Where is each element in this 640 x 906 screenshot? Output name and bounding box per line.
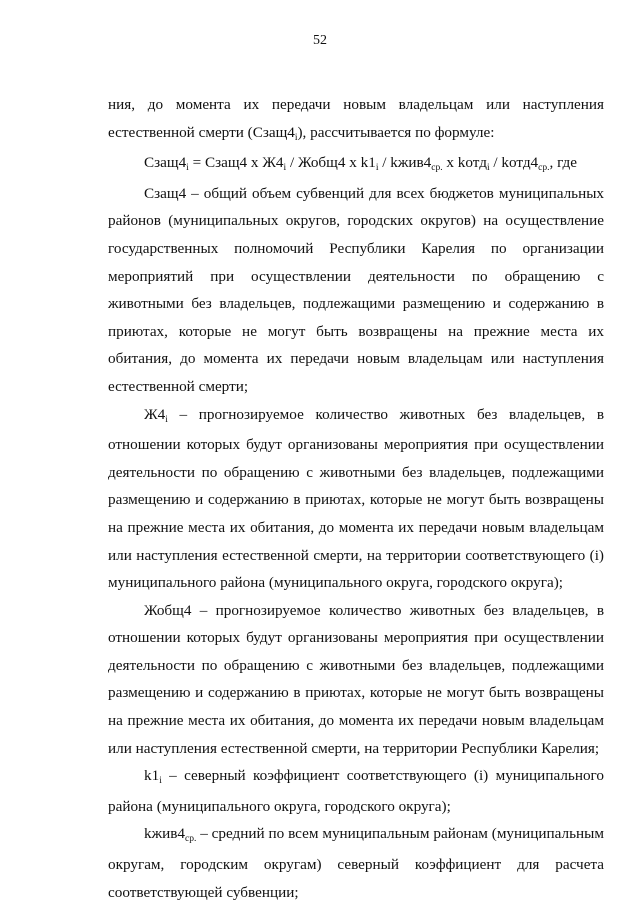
text-run: Ж4	[144, 405, 166, 423]
text-run: – средний по всем муниципальным районам (муниципальным округам, городским округам) северный коэффициент для расчета соответствующей субвенции;	[108, 825, 604, 901]
subscript: i	[486, 163, 490, 174]
subscript: i	[283, 163, 287, 174]
subscript: i	[159, 776, 162, 787]
subscript: i	[375, 163, 379, 174]
text-run: – северный коэффициент соответствующего (i) муниципального района (муниципального округа, городского округа);	[108, 767, 604, 815]
document-body	[108, 91, 604, 906]
definition-kzhiv4	[108, 820, 604, 906]
definition-zhobsch4	[108, 597, 604, 763]
subscript: i	[165, 414, 168, 425]
page-number: 52	[313, 33, 327, 48]
definition-zh4i	[108, 401, 604, 597]
definition-szasch4	[108, 180, 604, 401]
formula-line	[108, 149, 604, 180]
text-run: Жобщ4 – прогнозируемое количество животных без владельцев, в отношении которых будут организованы мероприятия при осуществлении деятельности по обращению с животными без владельцев, подлежащими размещению и содержанию в приютах, которые не могут быть возвращены на прежние места их обитания, до момента их передачи новым владельцам или наступления естественной смерти, на территории Республики Карелия;	[108, 601, 604, 757]
definition-k1i	[108, 762, 604, 820]
text-run: Cзащ4 – общий объем субвенций для всех бюджетов муниципальных районов (муниципальных округов, городских округов) на осуществление государственных полномочий Республики Карелия по организации мероприятий при осуществлении деятельности по обращению с животными без владельцев, подлежащими размещению и содержанию в приютах, которые не могут быть возвращены на прежние места их обитания, до момента их передачи новым владельцам или наступления естественной смерти;	[108, 184, 604, 395]
text-run: – прогнозируемое количество животных без владельцев, в отношении которых будут организованы мероприятия при осуществлении деятельности по обращению с животными без владельцев, подлежащими размещению и содержанию в приютах, которые не могут быть возвращены на прежние места их обитания, до момента их передачи новым владельцам или наступления естественной смерти, на территории соответствующего (i) муниципального района (муниципального округа, городского округа);	[108, 405, 604, 592]
paragraph-continuation	[108, 91, 604, 149]
text-run: k1	[144, 767, 160, 785]
subscript: ср.	[538, 163, 550, 174]
subscript: ср.	[184, 834, 197, 845]
text-run: , где	[549, 154, 578, 172]
text-run: / kотд4	[489, 154, 539, 172]
text-run: ), рассчитывается по формуле:	[297, 123, 495, 141]
subscript: i	[186, 163, 189, 174]
subscript: ср.	[431, 163, 443, 174]
text-run: ния, до момента их передачи новым владельцам или наступления естественной смерти (Cзащ4	[108, 96, 604, 141]
text-run: x kотд	[442, 154, 487, 172]
text-run: kжив4	[144, 825, 185, 843]
text-run: / Жобщ4 x k1	[286, 154, 376, 172]
text-run: / kжив4	[378, 154, 432, 172]
subscript: i	[294, 132, 298, 143]
text-run: = Cзащ4 x Ж4	[188, 154, 284, 172]
text-run: Cзащ4	[144, 154, 187, 172]
